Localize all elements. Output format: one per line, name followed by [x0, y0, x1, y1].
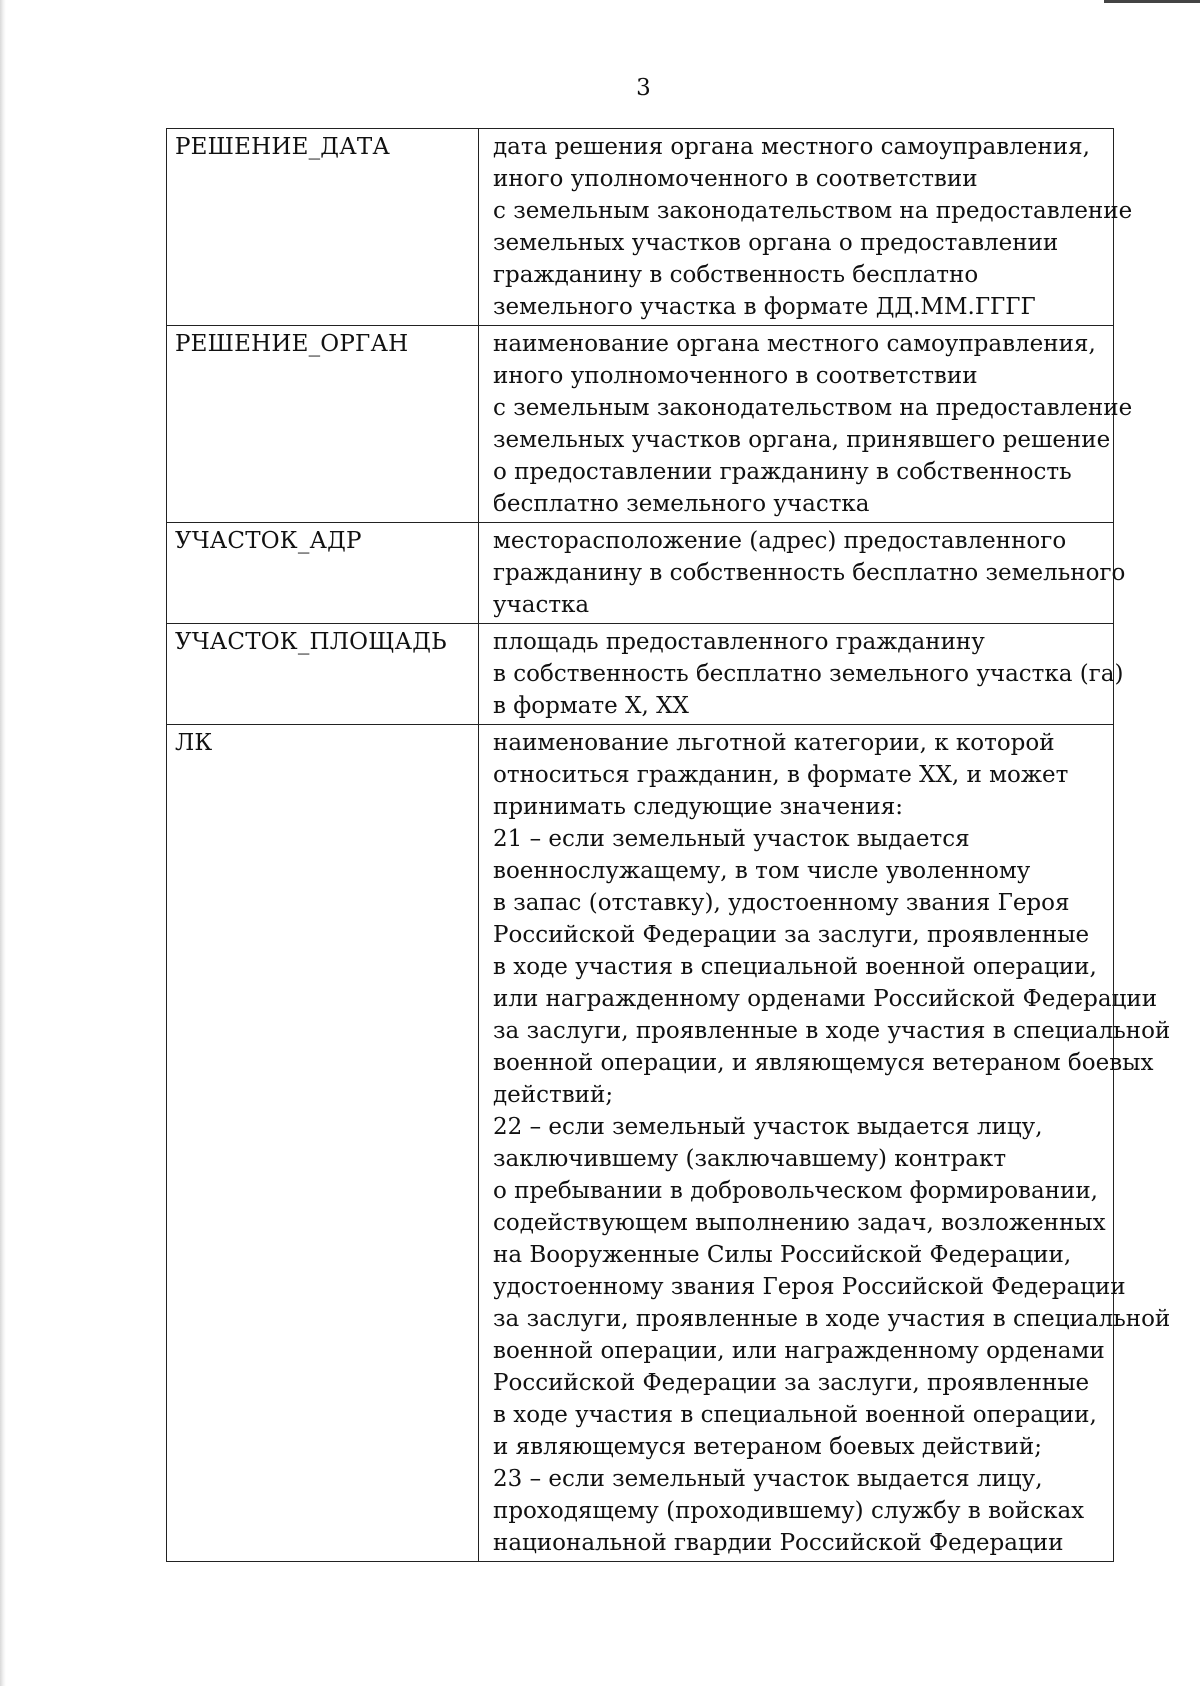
description-line: содействующем выполнению задач, возложенных: [493, 1210, 1106, 1236]
table-row: [167, 129, 1114, 326]
table-row: [167, 725, 1114, 1562]
table-row: [167, 523, 1114, 624]
field-name: УЧАСТОК_ПЛОЩАДЬ: [175, 629, 447, 655]
description-line: принимать следующие значения:: [493, 794, 903, 820]
description-line: и являющемуся ветераном боевых действий;: [493, 1434, 1042, 1460]
description-line: земельных участков органа, принявшего решение: [493, 427, 1111, 453]
description-line: Российской Федерации за заслуги, проявленные: [493, 922, 1090, 948]
field-name-cell: [167, 326, 479, 523]
table-row: [167, 326, 1114, 523]
description-line: о предоставлении гражданину в собственность: [493, 459, 1072, 485]
description-line: площадь предоставленного гражданину: [493, 629, 985, 655]
description-line: бесплатно земельного участка: [493, 491, 870, 517]
description-line: 23 – если земельный участок выдается лицу,: [493, 1466, 1043, 1492]
description-line: или награжденному орденами Российской Федерации: [493, 986, 1158, 1012]
description-line: в запас (отставку), удостоенному звания Героя: [493, 890, 1070, 916]
field-name: РЕШЕНИЕ_ОРГАН: [175, 331, 409, 357]
field-description-cell: [479, 624, 1124, 725]
description-line: гражданину в собственность бесплатно земельного: [493, 560, 1126, 586]
field-description-cell: [479, 326, 1133, 523]
description-line: военнослужащему, в том числе уволенному: [493, 858, 1031, 884]
description-line: в формате X, XX: [493, 693, 689, 719]
description-line: военной операции, или награжденному орденами: [493, 1338, 1105, 1364]
field-description-cell: [479, 523, 1126, 624]
field-name-cell: [167, 725, 479, 1562]
scan-corner-mark: [1104, 0, 1200, 3]
description-line: Российской Федерации за заслуги, проявленные: [493, 1370, 1090, 1396]
description-line: иного уполномоченного в соответствии: [493, 363, 978, 389]
field-name-cell: [167, 129, 479, 326]
description-line: месторасположение (адрес) предоставленного: [493, 528, 1067, 554]
description-line: дата решения органа местного самоуправления,: [493, 134, 1090, 160]
description-line: земельного участка в формате ДД.ММ.ГГГГ: [493, 294, 1036, 320]
description-line: 21 – если земельный участок выдается: [493, 826, 970, 852]
description-line: действий;: [493, 1082, 614, 1108]
description-line: участка: [493, 592, 590, 618]
field-description-cell: [479, 129, 1133, 326]
field-description-cell: [479, 725, 1171, 1562]
description-line: о пребывании в добровольческом формировании,: [493, 1178, 1098, 1204]
description-line: проходящему (проходившему) службу в войсках: [493, 1498, 1085, 1524]
description-line: наименование льготной категории, к которой: [493, 730, 1055, 756]
description-line: 22 – если земельный участок выдается лицу,: [493, 1114, 1043, 1140]
description-line: в собственность бесплатно земельного участка (га): [493, 661, 1124, 687]
description-line: в ходе участия в специальной военной операции,: [493, 1402, 1097, 1428]
description-line: военной операции, и являющемуся ветераном боевых: [493, 1050, 1154, 1076]
field-name-cell: [167, 523, 479, 624]
field-name-cell: [167, 624, 479, 725]
description-line: относиться гражданин, в формате ХХ, и может: [493, 762, 1069, 788]
description-line: удостоенному звания Героя Российской Федерации: [493, 1274, 1126, 1300]
description-line: национальной гвардии Российской Федерации: [493, 1530, 1064, 1556]
description-line: за заслуги, проявленные в ходе участия в специальной: [493, 1306, 1171, 1332]
field-name: УЧАСТОК_АДР: [175, 528, 362, 554]
description-line: гражданину в собственность бесплатно: [493, 262, 979, 288]
field-definitions-table: [166, 128, 1171, 1562]
description-line: за заслуги, проявленные в ходе участия в специальной: [493, 1018, 1171, 1044]
field-name: РЕШЕНИЕ_ДАТА: [175, 134, 390, 160]
description-line: с земельным законодательством на предоставление: [493, 395, 1133, 421]
description-line: заключившему (заключавшему) контракт: [493, 1146, 1007, 1172]
description-line: в ходе участия в специальной военной операции,: [493, 954, 1097, 980]
description-line: земельных участков органа о предоставлении: [493, 230, 1059, 256]
table-row: [167, 624, 1114, 725]
scan-left-edge: [0, 0, 6, 1686]
description-line: с земельным законодательством на предоставление: [493, 198, 1133, 224]
description-line: иного уполномоченного в соответствии: [493, 166, 978, 192]
description-line: на Вооруженные Силы Российской Федерации,: [493, 1242, 1072, 1268]
field-name: ЛК: [175, 730, 213, 756]
page-number: 3: [636, 75, 651, 101]
description-line: наименование органа местного самоуправления,: [493, 331, 1096, 357]
